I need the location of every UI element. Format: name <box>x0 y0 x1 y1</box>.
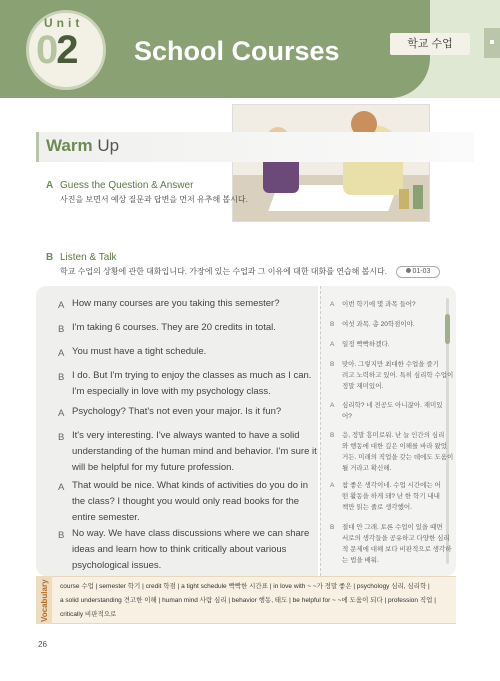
audio-track-label: 01-03 <box>412 268 431 275</box>
dialogue-line: No way. We have class discussions where we can share <box>72 528 310 539</box>
section-tag: 학교 수업 <box>390 33 470 55</box>
warmup-title-part1: Warm <box>46 136 93 155</box>
section-a-letter: A <box>46 180 54 191</box>
dialogue-line: entire semester. <box>72 512 140 523</box>
speaker-label: B <box>58 530 65 541</box>
speaker-label: B <box>58 324 65 335</box>
section-b-description: 학교 수업의 상황에 관한 대화입니다. 가장에 있는 수업과 그 이유에 대한 대화를 연습해 봅시다. <box>60 267 388 276</box>
translation-speaker: B <box>330 361 335 368</box>
translation-line: 될 거라고 확신해. <box>342 465 392 472</box>
translation-line: 참 좋은 생각이네. 수업 시간에는 어 <box>342 482 441 489</box>
photo-paint-can <box>399 189 409 209</box>
translation-line: 이번 학기에 몇 과목 들어? <box>342 301 416 308</box>
translation-speaker: A <box>330 341 335 348</box>
scrollbar-thumb[interactable] <box>445 314 450 344</box>
section-a-description: 사진을 보면서 예상 질문과 답변을 먼저 유추해 봅시다. <box>60 195 248 204</box>
warmup-title-part2: Up <box>97 136 120 155</box>
photo-mother-child-drawing <box>232 104 430 222</box>
translation-speaker: B <box>330 321 335 328</box>
audio-track-badge[interactable] <box>396 266 440 278</box>
translation-line: 는 법을 배워. <box>342 557 379 564</box>
vocabulary-line: critically 비판적으로 <box>60 611 117 618</box>
translation-speaker: B <box>330 432 335 439</box>
page-title: School Courses <box>134 36 340 66</box>
speaker-label: A <box>58 408 65 419</box>
vocabulary-label: Vocabulary <box>40 579 49 622</box>
dialogue-line: I'm especially in love with my psychology class. <box>72 386 271 397</box>
translation-speaker: B <box>330 524 335 531</box>
unit-number-zero: 0 <box>36 28 57 72</box>
dialogue-line: That would be nice. What kinds of activities do you do in <box>72 480 309 491</box>
translation-line: 어? <box>342 413 352 420</box>
dialogue-line: It's very interesting. I've always wanted to have a solid <box>72 430 300 441</box>
unit-number <box>36 28 77 73</box>
section-b-title: Listen & Talk <box>60 252 117 263</box>
translation-line: 적 문제에 대해 보다 비판적으로 생각하 <box>342 546 452 553</box>
dialogue-line: ideas and learn how to think critically about various <box>72 544 287 555</box>
translation-line: 떤 활동을 하게 돼? 난 한 학기 내내 <box>342 493 440 500</box>
translation-line: 려고 노력하고 있어. 특히 심리학 수업이 <box>342 372 454 379</box>
dialogue-line: You must have a tight schedule. <box>72 346 207 357</box>
photo-paint-can <box>413 185 423 209</box>
translation-line: 심리학? 네 전공도 아니잖아. 재미있 <box>342 402 443 409</box>
speaker-label: A <box>58 348 65 359</box>
speaker-label: A <box>58 300 65 311</box>
unit-number-digit: 2 <box>56 28 77 72</box>
speaker-label: B <box>58 432 65 443</box>
translation-speaker: A <box>330 301 335 308</box>
audio-icon <box>406 268 411 273</box>
page-number: 26 <box>38 640 47 649</box>
translation-line: 맞아. 그렇지만 최대한 수업을 즐기 <box>342 361 439 368</box>
page-corner-tab <box>484 28 500 58</box>
dialogue-line: will be helpful for my future profession. <box>72 462 235 473</box>
dialogue-line: Psychology? That's not even your major. Is it fun? <box>72 406 282 417</box>
vocabulary-line: course 수업 | semester 학기 | credit 학점 | a tight schedule 빡빡한 시간표 | in love with ~ ~가 정말 좋은 | psychology 심리, 심리학 | <box>60 583 430 590</box>
speaker-label: A <box>58 482 65 493</box>
dialogue-line: I do. But I'm trying to enjoy the classes as much as I can. <box>72 370 312 381</box>
translation-line: 정말 재미있어. <box>342 383 384 390</box>
dialogue-line: the class? I thought you would only read books for the <box>72 496 300 507</box>
vocabulary-line: a solid understanding 견고한 이해 | human mind 사람 심리 | behavior 행동, 태도 | be helpful for ~ ~에 도움이 되다 | profession 직업 | <box>60 597 436 604</box>
unit-label: Unit <box>44 16 84 30</box>
translation-line: 일정 빡빡하겠다. <box>342 341 390 348</box>
translation-speaker: A <box>330 482 335 489</box>
speaker-label: B <box>58 372 65 383</box>
warmup-title <box>46 136 119 156</box>
dialogue-line: How many courses are you taking this semester? <box>72 298 280 309</box>
translation-line: 책만 읽는 줄로 생각했어. <box>342 504 413 511</box>
translation-line: 절대 안 그래. 토론 수업이 있을 때면 <box>342 524 443 531</box>
dialogue-line: I'm taking 6 courses. They are 20 credits in total. <box>72 322 276 333</box>
section-a-title: Guess the Question & Answer <box>60 180 194 191</box>
translation-line: 와 행동에 대한 깊은 이해를 바라 왔었 <box>342 443 448 450</box>
dialogue-line: understanding of the human mind and behavior. I'm sure it <box>72 446 317 457</box>
translation-line: 여섯 과목. 총 20학점이야. <box>342 321 415 328</box>
dialogue-line: psychological issues. <box>72 560 162 571</box>
translation-speaker: A <box>330 402 335 409</box>
translation-line: 서로의 생각들을 공유하고 다양한 심리 <box>342 535 450 542</box>
translation-line: 응, 정말 흥미로워. 난 늘 인간의 심리 <box>342 432 445 439</box>
section-b-letter: B <box>46 252 54 263</box>
translation-line: 거든. 미래의 직업을 갖는 데에도 도움이 <box>342 454 454 461</box>
